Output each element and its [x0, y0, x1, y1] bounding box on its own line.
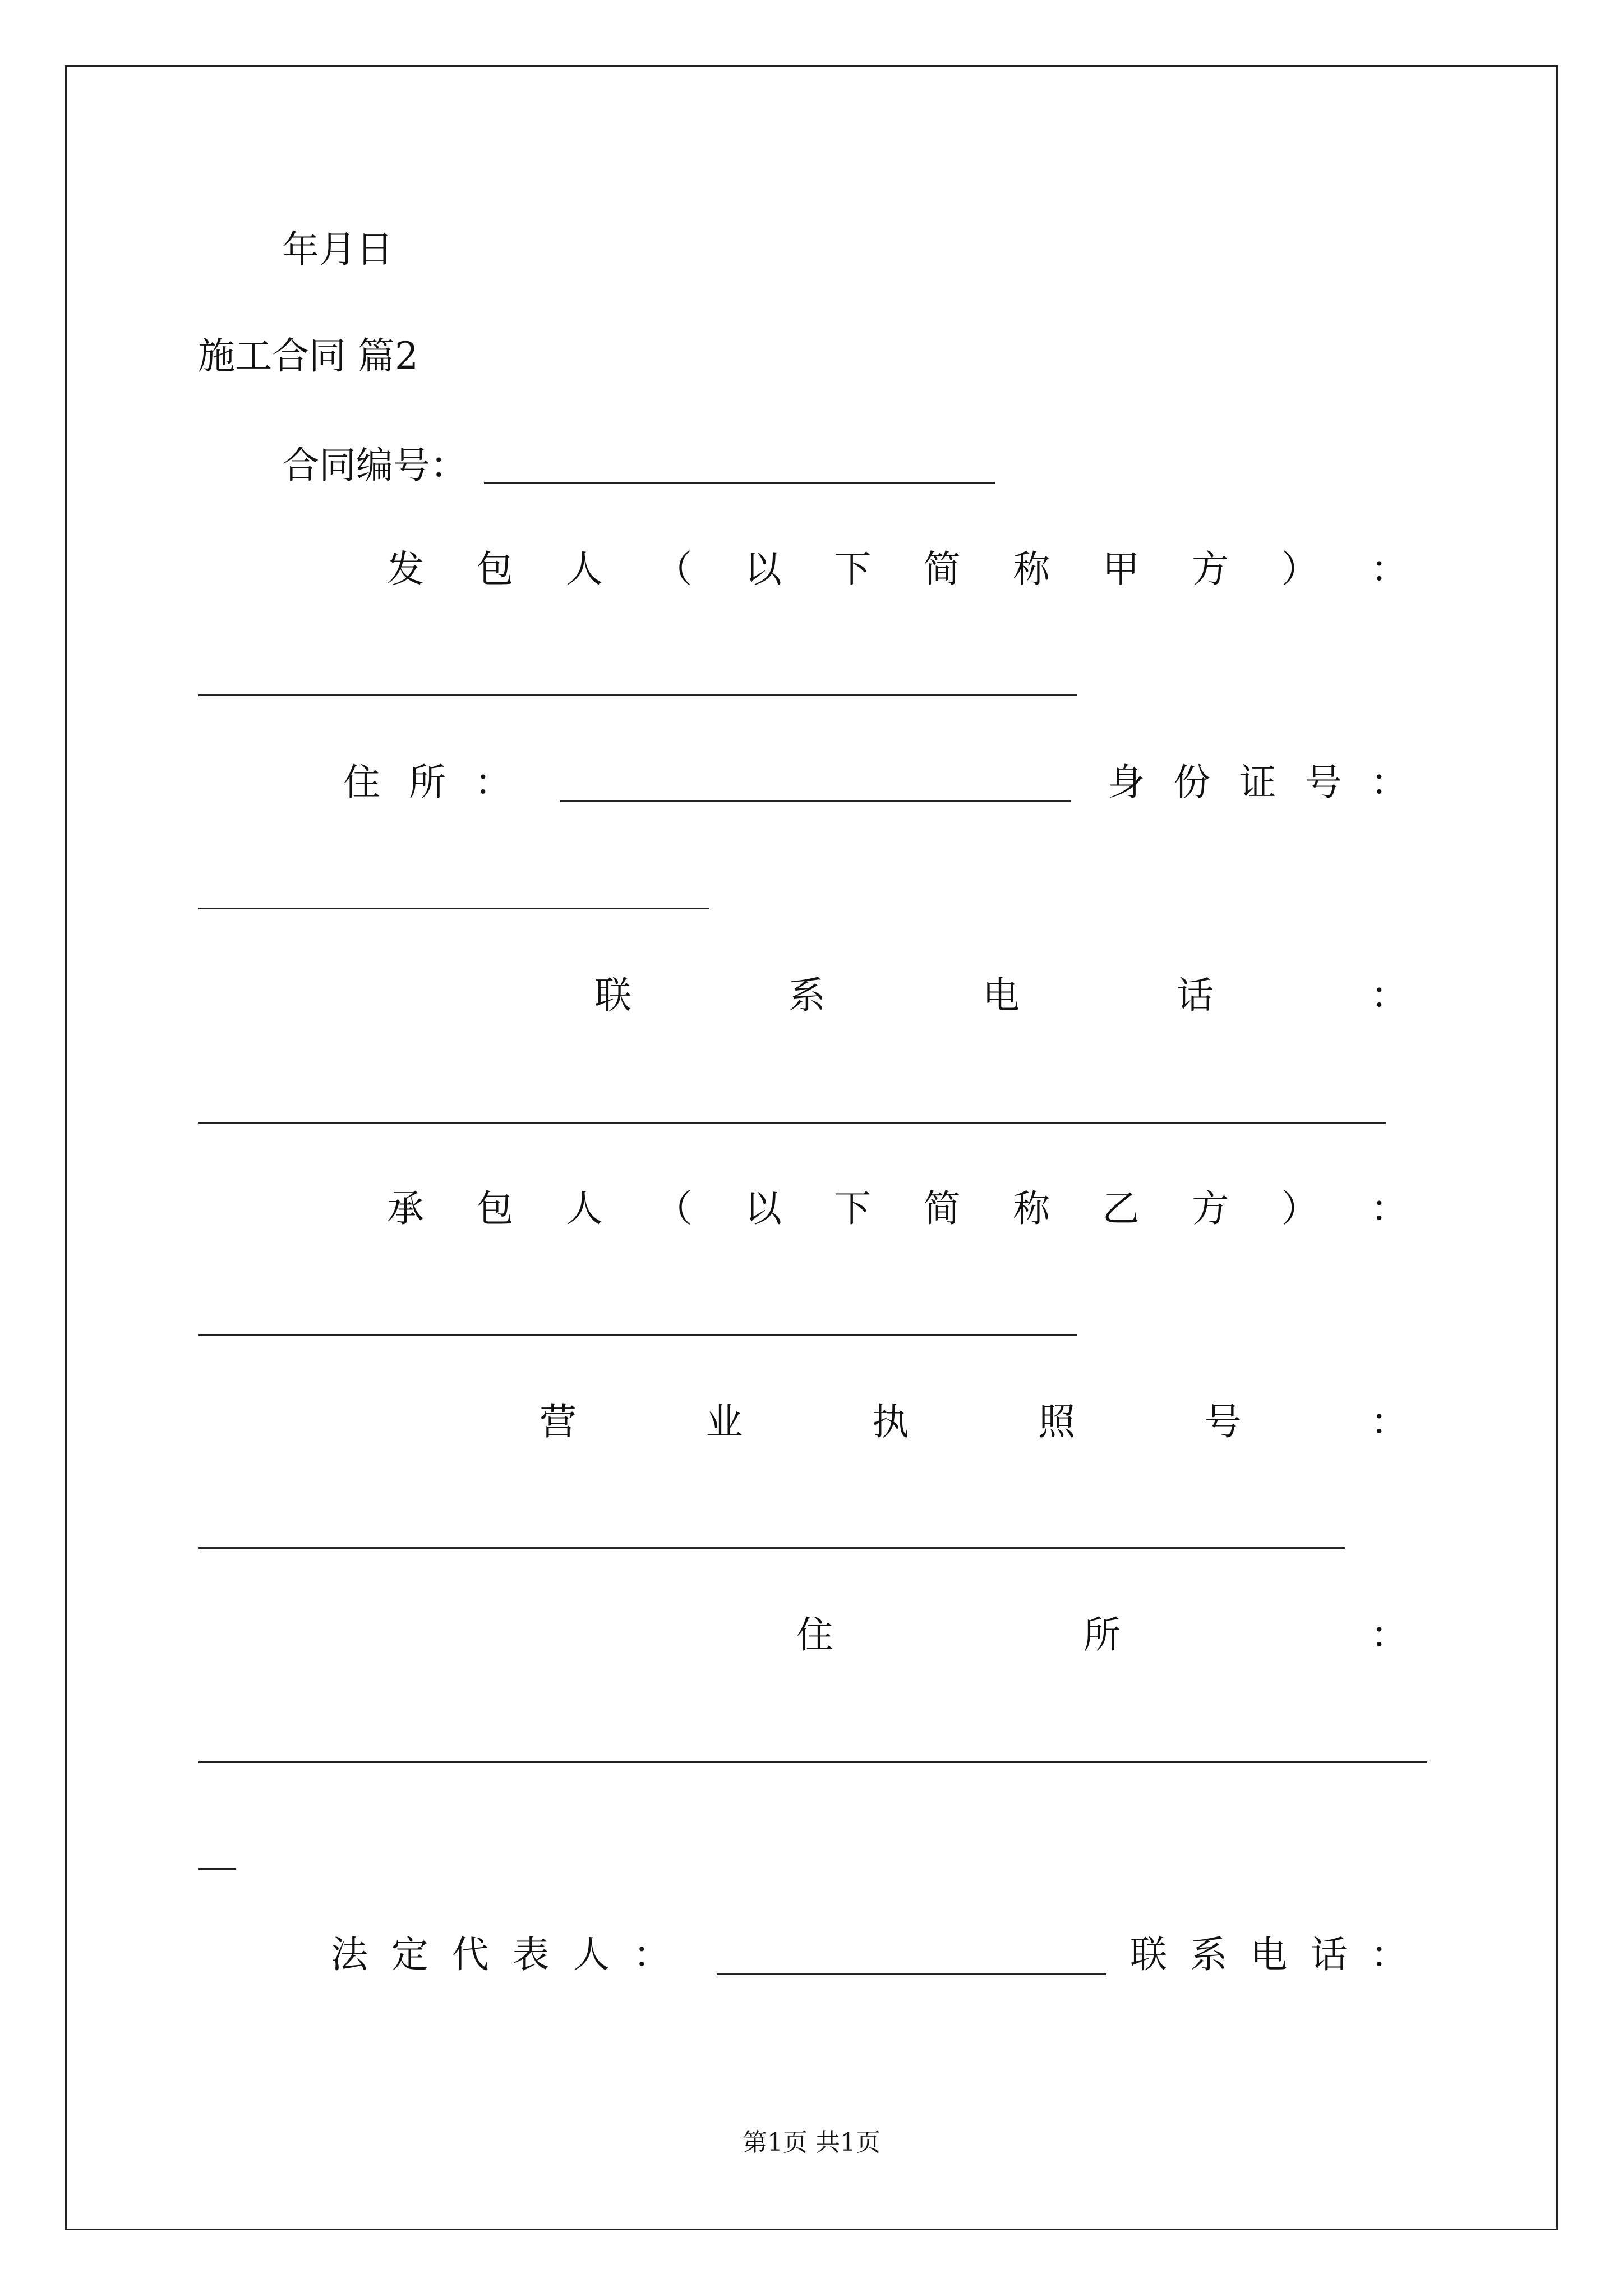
- label-char: 号: [1204, 1400, 1242, 1443]
- party-b-rep-blank[interactable]: [717, 1973, 1106, 1975]
- contract-no-blank[interactable]: [484, 482, 995, 484]
- label-char: 甲: [1102, 547, 1140, 591]
- label-char: 称: [1013, 547, 1050, 591]
- party-b-name-blank[interactable]: [198, 1334, 1077, 1336]
- label-char: 系: [1190, 1933, 1228, 1976]
- label-char: 话: [1310, 1933, 1348, 1976]
- label-char: 身: [1108, 761, 1145, 804]
- label-char: 电: [983, 974, 1020, 1017]
- label-char: 住: [343, 761, 380, 804]
- label-char: ）: [1281, 1187, 1318, 1230]
- party-b-address-blank-cont[interactable]: [198, 1868, 236, 1870]
- label-char: 联: [1130, 1933, 1167, 1976]
- label-char: ：: [1371, 974, 1408, 1017]
- party-a-phone-label: [594, 973, 1408, 1018]
- label-char: 承: [387, 1187, 424, 1230]
- label-char: 话: [1177, 974, 1214, 1017]
- label-char: 所: [409, 761, 446, 804]
- label-char: ：: [633, 1933, 670, 1976]
- label-char: 住: [796, 1613, 833, 1657]
- label-char: 包: [476, 1187, 514, 1230]
- label-char: 下: [834, 1187, 872, 1230]
- date-line: 年月日: [282, 228, 393, 271]
- label-char: ：: [1370, 1400, 1408, 1443]
- party-a-label-row: [387, 547, 1408, 592]
- label-char: 所: [1083, 1613, 1121, 1657]
- party-b-label-row: [387, 1186, 1408, 1231]
- label-char: 方: [1192, 1187, 1229, 1230]
- label-char: 证: [1239, 761, 1276, 804]
- label-char: ：: [1370, 547, 1408, 591]
- label-char: 乙: [1102, 1187, 1140, 1230]
- party-b-address-blank[interactable]: [198, 1761, 1427, 1763]
- party-b-license-label: [540, 1400, 1408, 1444]
- label-char: 电: [1250, 1933, 1288, 1976]
- party-a-id-blank[interactable]: [198, 908, 709, 909]
- label-char: 执: [872, 1400, 909, 1443]
- party-a-phone-blank[interactable]: [198, 1122, 1386, 1124]
- label-char: 业: [706, 1400, 743, 1443]
- label-char: 号: [1304, 761, 1342, 804]
- page-footer: 第1页 共1页: [743, 2128, 880, 2157]
- label-char: 以: [744, 1187, 782, 1230]
- party-b-address-label: [796, 1613, 1408, 1658]
- label-char: 人: [573, 1933, 610, 1976]
- label-char: （: [655, 547, 693, 591]
- label-char: 系: [789, 974, 826, 1017]
- label-char: 份: [1173, 761, 1211, 804]
- contract-no-label: 合同编号：: [282, 444, 467, 487]
- label-char: 包: [476, 547, 514, 591]
- section-heading: 施工合同 篇2: [198, 334, 418, 378]
- label-char: 人: [565, 547, 603, 591]
- party-a-address-blank[interactable]: [560, 800, 1071, 802]
- label-char: 简: [923, 1187, 961, 1230]
- label-char: ：: [1370, 1187, 1408, 1230]
- label-char: 代: [451, 1933, 489, 1976]
- label-char: 称: [1013, 1187, 1050, 1230]
- label-char: 法: [331, 1933, 368, 1976]
- label-char: ：: [474, 761, 511, 804]
- label-char: ）: [1281, 547, 1318, 591]
- label-char: 方: [1192, 547, 1229, 591]
- party-a-address-label: [343, 760, 511, 805]
- label-char: 以: [744, 547, 782, 591]
- label-char: 营: [540, 1400, 577, 1443]
- label-char: ：: [1371, 1933, 1408, 1976]
- label-char: （: [655, 1187, 693, 1230]
- label-char: 联: [594, 974, 631, 1017]
- label-char: 定: [391, 1933, 428, 1976]
- party-b-rep-label: [331, 1932, 670, 1977]
- label-char: 表: [512, 1933, 550, 1976]
- party-a-name-blank[interactable]: [198, 694, 1077, 696]
- label-char: 照: [1038, 1400, 1076, 1443]
- label-char: 发: [387, 547, 424, 591]
- party-b-license-blank[interactable]: [198, 1547, 1345, 1549]
- party-b-phone-label: [1130, 1932, 1408, 1977]
- label-char: ：: [1371, 761, 1408, 804]
- label-char: 下: [834, 547, 872, 591]
- page-border: [65, 65, 1558, 2230]
- label-char: ：: [1371, 1613, 1408, 1657]
- label-char: 人: [565, 1187, 603, 1230]
- party-a-id-label: [1108, 760, 1408, 805]
- label-char: 简: [923, 547, 961, 591]
